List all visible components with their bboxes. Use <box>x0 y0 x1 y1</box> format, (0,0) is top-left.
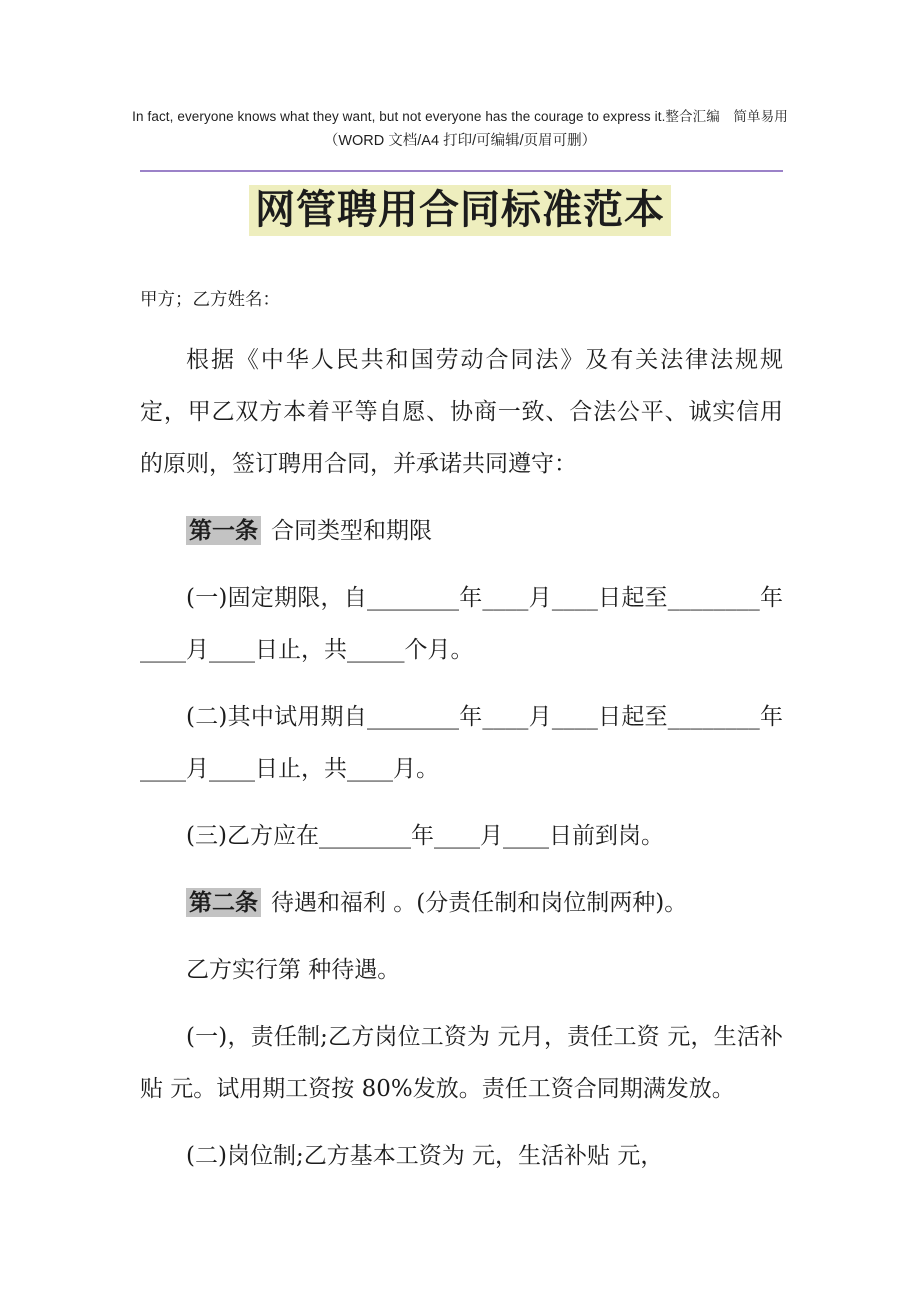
article1-label: 第一条 <box>186 516 261 545</box>
article2-lead-sentence: 乙方实行第 种待遇。 <box>186 957 401 983</box>
article2-clause-2: (二)岗位制;乙方基本工资为 元，生活补贴 元， <box>186 1143 664 1169</box>
party-names-line: 甲方；乙方姓名： <box>140 290 280 310</box>
page-title <box>0 184 920 236</box>
header-note-line1: In fact, everyone knows what they want, but not everyone has the courage to express it.整合汇编 简单易用 <box>132 109 788 124</box>
article2-heading-text: 待遇和福利 。(分责任制和岗位制两种)。 <box>271 890 688 916</box>
page-header-note <box>0 0 920 154</box>
article1-clause-1: (一)固定期限，自________年____月____日起至________年____月____日止，共_____个月。 <box>140 585 783 663</box>
article2-label: 第二条 <box>186 888 261 917</box>
article2-clause-1: (一)，责任制;乙方岗位工资为 元月，责任工资 元，生活补贴 元。试用期工资按 80%发放。责任工资合同期满发放。 <box>140 1024 783 1102</box>
intro-paragraph: 根据《中华人民共和国劳动合同法》及有关法律法规规定，甲乙双方本着平等自愿、协商一致、合法公平、诚实信用的原则，签订聘用合同，并承诺共同遵守： <box>140 347 783 477</box>
article2-heading <box>140 877 783 929</box>
page-title-highlight: 网管聘用合同标准范本 <box>249 185 671 236</box>
divider-rule <box>140 170 783 172</box>
article1-heading-text: 合同类型和期限 <box>271 518 432 544</box>
article1-clause-2: (二)其中试用期自________年____月____日起至________年____月____日止，共____月。 <box>140 704 783 782</box>
article1-heading <box>140 505 783 557</box>
document-body <box>140 286 783 1182</box>
article1-clause-3: (三)乙方应在________年____月____日前到岗。 <box>186 823 664 849</box>
header-note-line2: （WORD 文档/A4 打印/可编辑/页眉可删） <box>323 133 597 149</box>
